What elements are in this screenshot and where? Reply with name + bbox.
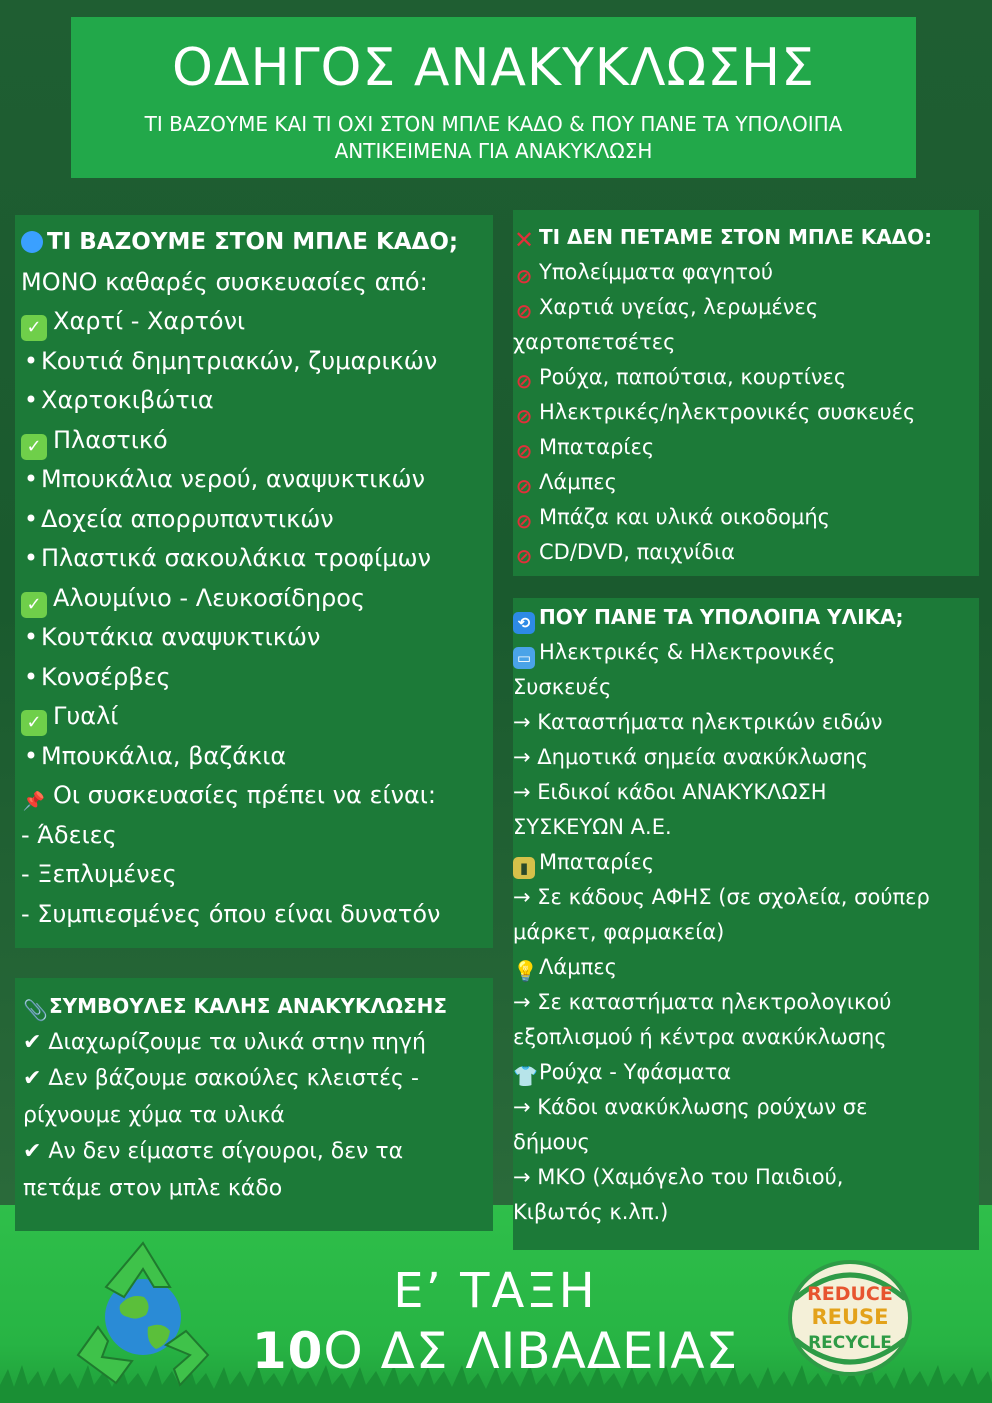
list-item-continued: εξοπλισμού ή κέντρα ανακύκλωσης xyxy=(513,1025,887,1049)
rule-item: - Συμπιεσμένες όπου είναι δυνατόν xyxy=(21,899,441,928)
paperclip-icon: 📎 xyxy=(23,998,48,1022)
rule-item: - Άδειες xyxy=(21,820,117,849)
bullet-icon: • xyxy=(23,662,39,691)
category-plastic: ✓ Πλαστικό xyxy=(21,421,485,461)
category-clothes: 👕Ρούχα - Υφάσματα xyxy=(513,1060,732,1088)
tip-item-continued: ρίχνουμε χύμα τα υλικά xyxy=(23,1102,285,1128)
blue-bin-intro: ΜΟΝΟ καθαρές συσκευασίες από: xyxy=(21,267,428,296)
list-item: • Κονσέρβες xyxy=(21,658,485,698)
list-item-continued: ΣΥΣΚΕΥΩΝ Α.Ε. xyxy=(513,815,672,839)
packaging-note: 📌 Οι συσκευασίες πρέπει να είναι: xyxy=(21,776,485,816)
prohibited-icon: ⊘ xyxy=(515,264,533,288)
prohibited-icon: ⊘ xyxy=(515,544,533,568)
logo-word-reuse: REUSE xyxy=(811,1305,889,1329)
blue-bin-title: ΤΙ ΒΑΖΟΥΜΕ ΣΤΟΝ ΜΠΛΕ ΚΑΔΟ; xyxy=(47,229,459,255)
category-paper: ✓ Χαρτί - Χαρτόνι xyxy=(21,302,485,342)
list-item: ⊘ Μπαταρίες xyxy=(513,430,973,465)
recycle-globe-icon xyxy=(58,1235,228,1395)
page-title: ΟΔΗΓΟΣ ΑΝΑΚΥΚΛΩΣΗΣ xyxy=(171,38,815,98)
list-item: → Καταστήματα ηλεκτρικών ειδών xyxy=(513,710,883,734)
tip-item: ✔ Αν δεν είμαστε σίγουροι, δεν τα xyxy=(23,1139,404,1164)
where-else-panel xyxy=(513,598,979,1250)
list-item: ⊘ Μπάζα και υλικά οικοδομής xyxy=(513,500,973,535)
list-item: ⊘ Λάμπες xyxy=(513,465,973,500)
tips-title-row xyxy=(23,988,487,1025)
footer xyxy=(240,1262,750,1382)
not-in-bin-title: ΤΙ ΔΕΝ ΠΕΤΑΜΕ ΣΤΟΝ ΜΠΛΕ ΚΑΔΟ: xyxy=(539,225,933,249)
list-item-continued: μάρκετ, φαρμακεία) xyxy=(513,920,725,944)
bullet-icon: • xyxy=(23,465,39,493)
list-item: • Κουτιά δημητριακών, ζυμαρικών xyxy=(21,342,485,382)
category-lamps: 💡Λάμπες xyxy=(513,955,617,983)
list-item: • Μπουκάλια νερού, αναψυκτικών xyxy=(21,460,485,500)
pushpin-icon: 📌 xyxy=(22,791,46,812)
list-item: → Δημοτικά σημεία ανακύκλωσης xyxy=(513,745,869,769)
bullet-icon: • xyxy=(23,346,39,375)
where-else-title-row xyxy=(513,600,975,635)
tips-title: ΣΥΜΒΟΥΛΕΣ ΚΑΛΗΣ ΑΝΑΚΥΚΛΩΣΗΣ xyxy=(49,994,448,1018)
repeat-arrows-icon: ⟲ xyxy=(513,612,535,634)
check-icon: ✓ xyxy=(21,434,47,460)
cross-mark-icon: ✕ xyxy=(513,226,535,254)
check-icon: ✓ xyxy=(21,710,47,736)
list-item: • Κουτάκια αναψυκτικών xyxy=(21,618,485,658)
check-icon: ✓ xyxy=(21,315,47,341)
category-glass: ✓ Γυαλί xyxy=(21,697,485,737)
logo-word-recycle: RECYCLE xyxy=(808,1333,892,1353)
category-continued: Συσκευές xyxy=(513,675,612,699)
category-electronics: ▭ Ηλεκτρικές & Ηλεκτρονικές xyxy=(513,635,975,670)
list-item-continued: χαρτοπετσέτες xyxy=(513,330,676,354)
list-item: ⊘ Ηλεκτρικές/ηλεκτρονικές συσκευές xyxy=(513,395,973,430)
computer-icon: ▭ xyxy=(513,647,535,669)
list-item: → Ειδικοί κάδοι ΑΝΑΚΥΚΛΩΣΗ xyxy=(513,780,827,804)
t-shirt-icon: 👕 xyxy=(513,1064,538,1088)
category-batteries: ▮ Μπαταρίες xyxy=(513,845,975,880)
tip-item: ✔ Δεν βάζουμε σακούλες κλειστές - xyxy=(23,1066,419,1091)
list-item: • Πλαστικά σακουλάκια τροφίμων xyxy=(21,539,485,579)
tips-panel xyxy=(15,978,493,1231)
bullet-icon: • xyxy=(23,504,39,533)
prohibited-icon: ⊘ xyxy=(515,369,533,393)
bullet-icon: • xyxy=(23,741,39,770)
not-in-bin-panel xyxy=(513,210,979,576)
school-name: 10Ο ΔΣ ΛΙΒΑΔΕΙΑΣ xyxy=(251,1322,739,1380)
tip-item-continued: πετάμε στον μπλε κάδο xyxy=(23,1175,283,1201)
list-item: ⊘ Χαρτιά υγείας, λερωμένες xyxy=(513,290,973,325)
bullet-icon: • xyxy=(23,623,39,651)
list-item: → Κάδοι ανακύκλωσης ρούχων σε xyxy=(513,1095,868,1119)
not-in-bin-title-row xyxy=(513,220,973,255)
category-metal: ✓ Αλουμίνιο - Λευκοσίδηρος xyxy=(21,579,485,619)
prohibited-icon: ⊘ xyxy=(515,439,533,463)
list-item: • Μπουκάλια, βαζάκια xyxy=(21,737,485,777)
header-banner xyxy=(71,17,916,178)
prohibited-icon: ⊘ xyxy=(515,299,533,323)
blue-bin-panel xyxy=(15,215,493,948)
list-item: ⊘ CD/DVD, παιχνίδια xyxy=(513,535,973,570)
prohibited-icon: ⊘ xyxy=(515,404,533,428)
list-item: → Σε καταστήματα ηλεκτρολογικού xyxy=(513,990,892,1014)
logo-word-reduce: REDUCE xyxy=(807,1283,893,1305)
list-item: • Χαρτοκιβώτια xyxy=(21,381,485,421)
battery-icon: ▮ xyxy=(513,857,535,879)
list-item-continued: Κιβωτός κ.λπ.) xyxy=(513,1200,669,1224)
light-bulb-icon: 💡 xyxy=(513,959,538,983)
reduce-reuse-recycle-logo xyxy=(786,1258,914,1378)
tip-item: ✔ Διαχωρίζουμε τα υλικά στην πηγή xyxy=(23,1029,426,1055)
check-icon: ✓ xyxy=(21,592,47,618)
rule-item: - Ξεπλυμένες xyxy=(21,860,177,888)
list-item: ⊘ Υπολείμματα φαγητού xyxy=(513,255,973,290)
list-item-continued: δήμους xyxy=(513,1130,590,1154)
list-item: → ΜΚΟ (Χαμόγελο του Παιδιού, xyxy=(513,1165,844,1189)
prohibited-icon: ⊘ xyxy=(515,509,533,533)
list-item: → Σε κάδους ΑΦΗΣ (σε σχολεία, σούπερ xyxy=(513,885,930,909)
bullet-icon: • xyxy=(23,386,39,414)
page-subtitle: ΤΙ ΒΑΖΟΥΜΕ ΚΑΙ ΤΙ ΟΧΙ ΣΤΟΝ ΜΠΛΕ ΚΑΔΟ & ΠΟΥ ΠΑΝΕ ΤΑ ΥΠΟΛΟΙΠΑ ΑΝΤΙΚΕΙΜΕΝΑ ΓΙΑ ΑΝΑΚΥΚΛΩΣΗ xyxy=(144,112,843,163)
where-else-title: ΠΟΥ ΠΑΝΕ ΤΑ ΥΠΟΛΟΙΠΑ ΥΛΙΚΑ; xyxy=(539,605,904,629)
class-label: Ε’ ΤΑΞΗ xyxy=(393,1263,597,1319)
list-item: • Δοχεία απορρυπαντικών xyxy=(21,500,485,540)
list-item: ⊘ Ρούχα, παπούτσια, κουρτίνες xyxy=(513,360,973,395)
blue-bin-title-row xyxy=(21,223,485,263)
prohibited-icon: ⊘ xyxy=(515,474,533,498)
blue-circle-icon xyxy=(21,231,43,253)
bullet-icon: • xyxy=(23,544,39,572)
